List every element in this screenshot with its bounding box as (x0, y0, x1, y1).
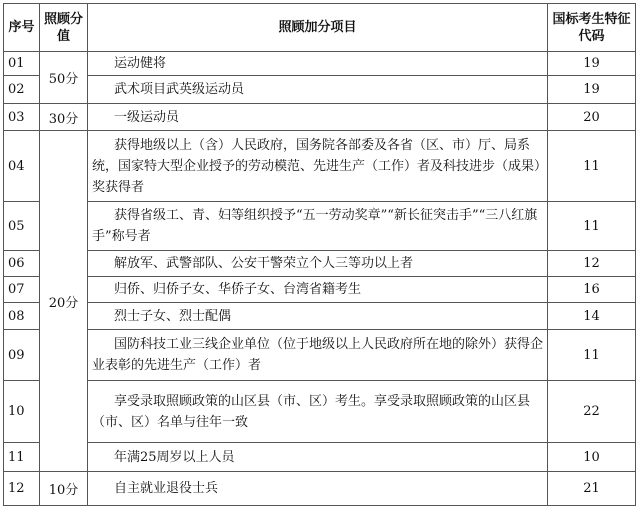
table-row (4, 381, 636, 443)
row-seq: 01 (4, 52, 40, 76)
row-item: 武术项目武英级运动员 (88, 76, 548, 104)
table-header-row (4, 4, 636, 52)
row-seq: 05 (4, 202, 40, 251)
row-code: 14 (548, 303, 636, 330)
row-seq: 12 (4, 472, 40, 506)
row-code: 22 (548, 381, 636, 443)
table-row (4, 303, 636, 330)
row-seq: 02 (4, 76, 40, 104)
table-row (4, 202, 636, 251)
row-seq: 07 (4, 277, 40, 303)
row-item: 国防科技工业三线企业单位（位于地级以上人民政府所在地的除外）获得企业表彰的先进生产（工作）者 (88, 330, 548, 381)
row-code: 19 (548, 52, 636, 76)
row-code: 10 (548, 443, 636, 472)
row-seq: 11 (4, 443, 40, 472)
row-code: 11 (548, 202, 636, 251)
row-seq: 06 (4, 251, 40, 277)
table-row (4, 52, 636, 76)
row-code: 11 (548, 131, 636, 202)
row-item: 归侨、归侨子女、华侨子女、台湾省籍考生 (88, 277, 548, 303)
row-seq: 09 (4, 330, 40, 381)
header-code: 国标考生特征代码 (548, 4, 636, 52)
row-item: 自主就业退役士兵 (88, 472, 548, 506)
row-seq: 10 (4, 381, 40, 443)
table-row (4, 251, 636, 277)
row-item: 年满25周岁以上人员 (88, 443, 548, 472)
row-code: 19 (548, 76, 636, 104)
row-item: 解放军、武警部队、公安干警荣立个人三等功以上者 (88, 251, 548, 277)
header-points: 照顾分值 (40, 4, 88, 52)
table-row (4, 104, 636, 131)
points-cell: 50分 (40, 52, 88, 104)
row-item: 获得地级以上（含）人民政府，国务院各部委及各省（区、市）厅、局系统，国家特大型企业授予的劳动模范、先进生产（工作）者及科技进步（成果）奖获得者 (88, 131, 548, 202)
table-row (4, 330, 636, 381)
points-cell: 30分 (40, 104, 88, 131)
points-cell: 20分 (40, 131, 88, 472)
row-code: 11 (548, 330, 636, 381)
row-code: 12 (548, 251, 636, 277)
table-row (4, 443, 636, 472)
row-seq: 08 (4, 303, 40, 330)
row-seq: 03 (4, 104, 40, 131)
row-code: 16 (548, 277, 636, 303)
points-cell: 10分 (40, 472, 88, 506)
row-code: 21 (548, 472, 636, 506)
header-item: 照顾加分项目 (88, 4, 548, 52)
row-item: 烈士子女、烈士配偶 (88, 303, 548, 330)
table-row (4, 131, 636, 202)
row-item: 享受录取照顾政策的山区县（市、区）考生。享受录取照顾政策的山区县（市、区）名单与往年一致 (88, 381, 548, 443)
table-row (4, 76, 636, 104)
table-row (4, 277, 636, 303)
row-item: 获得省级工、青、妇等组织授予“五一劳动奖章”“新长征突击手”“三八红旗手”称号者 (88, 202, 548, 251)
row-item: 一级运动员 (88, 104, 548, 131)
row-seq: 04 (4, 131, 40, 202)
header-seq: 序号 (4, 4, 40, 52)
row-item: 运动健将 (88, 52, 548, 76)
table-row (4, 472, 636, 506)
row-code: 20 (548, 104, 636, 131)
bonus-points-table (3, 3, 636, 506)
